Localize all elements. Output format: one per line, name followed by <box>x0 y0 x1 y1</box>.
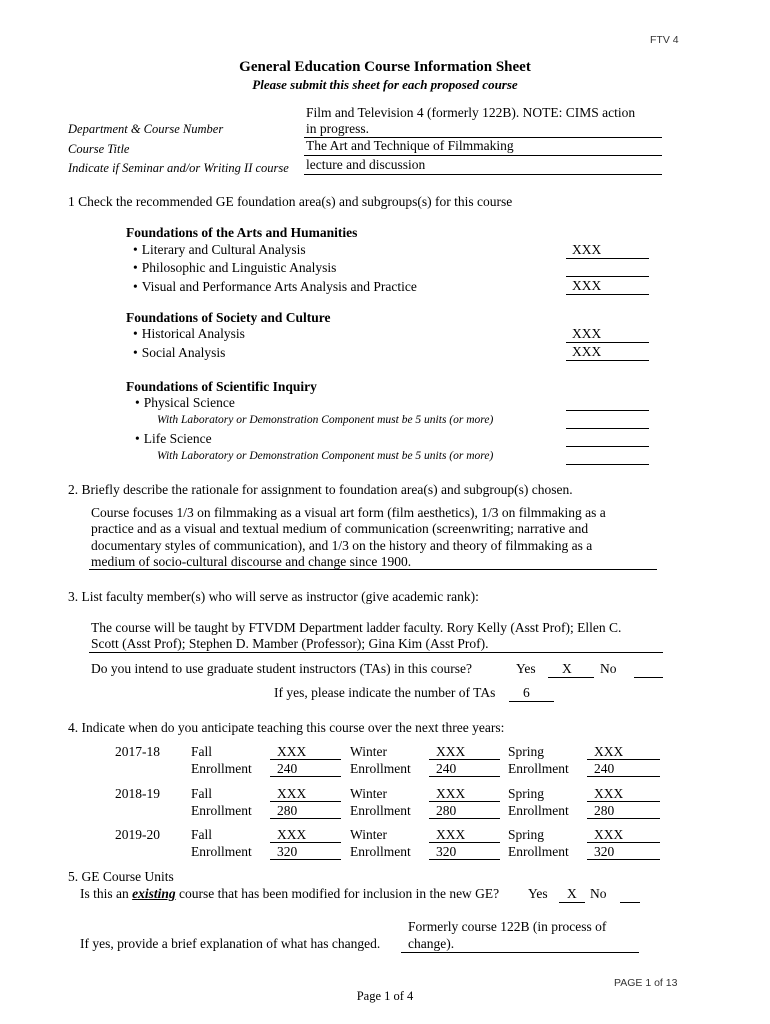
arts-line-literary[interactable] <box>566 258 649 259</box>
fall-enrollment-label: Enrollment <box>191 803 252 818</box>
physical-lab-note: With Laboratory or Demonstration Component must be 5 units (or more) <box>157 414 494 426</box>
q5-explain-line2: change). <box>408 936 455 951</box>
spring-mark: XXX <box>594 827 624 842</box>
course-title-label: Course Title <box>68 142 130 156</box>
arts-heading: Foundations of the Arts and Humanities <box>126 225 358 240</box>
year-2018-19: 2018-19 <box>115 786 160 801</box>
fall-label: Fall <box>191 744 213 759</box>
winter-mark: XXX <box>436 786 466 801</box>
q5-question: Is this an existing course that has been modified for inclusion in the new GE? <box>80 886 500 901</box>
fall-mark: XXX <box>277 786 307 801</box>
spring-label: Spring <box>508 744 545 759</box>
fall-mark: XXX <box>277 744 307 759</box>
ta-question: Do you intend to use graduate student instructors (TAs) in this course? <box>91 661 472 676</box>
life-lab-note: With Laboratory or Demonstration Component must be 5 units (or more) <box>157 450 494 462</box>
arts-item-visual: • Visual and Performance Arts Analysis and Practice <box>133 279 417 295</box>
arts-mark-literary: XXX <box>572 242 602 257</box>
arts-line-philosophic[interactable] <box>566 276 649 277</box>
page-count-total: PAGE 1 of 13 <box>614 977 678 989</box>
ta-yes-line[interactable] <box>548 677 594 678</box>
seminar-label: Indicate if Seminar and/or Writing II course <box>68 161 289 175</box>
q2-text: 2. Briefly describe the rationale for assignment to foundation area(s) and subgroup(s) chosen. <box>68 482 573 497</box>
science-heading: Foundations of Scientific Inquiry <box>126 379 317 394</box>
spring-mark-line[interactable] <box>587 759 660 760</box>
q5-yes-line[interactable] <box>559 902 585 903</box>
q3-underline <box>89 652 663 653</box>
q1-text: 1 Check the recommended GE foundation area(s) and subgroups(s) for this course <box>68 194 513 209</box>
fall-mark-line[interactable] <box>270 842 341 843</box>
fall-enrollment: 320 <box>277 844 298 859</box>
arts-line-visual[interactable] <box>566 294 649 295</box>
winter-mark-line[interactable] <box>429 842 500 843</box>
year-2019-20: 2019-20 <box>115 827 160 842</box>
fall-enrollment: 240 <box>277 761 298 776</box>
q4-text: 4. Indicate when do you anticipate teaching this course over the next three years: <box>68 720 505 735</box>
spring-enrollment: 320 <box>594 844 615 859</box>
arts-item-literary: • Literary and Cultural Analysis <box>133 242 306 258</box>
winter-label: Winter <box>350 786 387 801</box>
q2-answer-line4: medium of socio-cultural discourse and change since 1900. <box>91 554 412 569</box>
winter-enrollment-line[interactable] <box>429 818 500 819</box>
fall-mark-line[interactable] <box>270 759 341 760</box>
winter-mark-line[interactable] <box>429 759 500 760</box>
spring-enrollment-label: Enrollment <box>508 761 569 776</box>
q5-no-line[interactable] <box>620 902 640 903</box>
fall-enrollment-label: Enrollment <box>191 844 252 859</box>
fall-enrollment-label: Enrollment <box>191 761 252 776</box>
page-title: General Education Course Information Sheet <box>239 59 531 75</box>
q3-answer-line2: Scott (Asst Prof); Stephen D. Mamber (Professor); Gina Kim (Asst Prof). <box>91 636 489 651</box>
q3-text: 3. List faculty member(s) who will serve as instructor (give academic rank): <box>68 589 479 604</box>
form-code: FTV 4 <box>650 34 679 46</box>
arts-mark-visual: XXX <box>572 278 602 293</box>
seminar-value: lecture and discussion <box>306 157 426 172</box>
physical-lab-line[interactable] <box>566 428 649 429</box>
q5-heading: 5. GE Course Units <box>68 869 174 884</box>
winter-enrollment: 240 <box>436 761 457 776</box>
winter-mark-line[interactable] <box>429 801 500 802</box>
title-underline <box>304 155 662 156</box>
dept-value-line1: Film and Television 4 (formerly 122B). NOTE: CIMS action <box>306 105 636 120</box>
fall-enrollment: 280 <box>277 803 298 818</box>
society-line-historical[interactable] <box>566 342 649 343</box>
q5-yes-label: Yes <box>528 886 548 901</box>
ta-no-label: No <box>600 661 617 676</box>
spring-label: Spring <box>508 827 545 842</box>
science-life: • Life Science <box>135 431 212 447</box>
physical-line[interactable] <box>566 410 649 411</box>
fall-mark: XXX <box>277 827 307 842</box>
winter-enrollment-label: Enrollment <box>350 844 411 859</box>
spring-enrollment-label: Enrollment <box>508 803 569 818</box>
fall-label: Fall <box>191 827 213 842</box>
winter-enrollment-label: Enrollment <box>350 803 411 818</box>
winter-mark: XXX <box>436 827 466 842</box>
fall-enrollment-line[interactable] <box>270 818 341 819</box>
spring-mark-line[interactable] <box>587 801 660 802</box>
arts-item-philosophic: • Philosophic and Linguistic Analysis <box>133 260 336 276</box>
q5-explain-underline <box>401 952 639 953</box>
dept-value-line2: in progress. <box>306 121 369 136</box>
spring-enrollment: 240 <box>594 761 615 776</box>
spring-enrollment: 280 <box>594 803 615 818</box>
q5-explain-line1: Formerly course 122B (in process of <box>408 919 607 934</box>
q2-underline <box>89 569 657 570</box>
spring-label: Spring <box>508 786 545 801</box>
life-lab-line[interactable] <box>566 464 649 465</box>
course-title-value: The Art and Technique of Filmmaking <box>306 138 514 153</box>
spring-mark-line[interactable] <box>587 842 660 843</box>
winter-enrollment-line[interactable] <box>429 859 500 860</box>
society-mark-historical: XXX <box>572 326 602 341</box>
dept-label: Department & Course Number <box>68 122 224 136</box>
year-2017-18: 2017-18 <box>115 744 160 759</box>
science-physical: • Physical Science <box>135 395 235 411</box>
q5-no-label: No <box>590 886 607 901</box>
page-subtitle: Please submit this sheet for each proposed course <box>252 77 518 92</box>
winter-label: Winter <box>350 744 387 759</box>
q2-answer-line2: practice and as a visual and textual medium of communication (screenwriting; narrative and <box>91 521 589 536</box>
winter-enrollment-line[interactable] <box>429 776 500 777</box>
spring-mark: XXX <box>594 744 624 759</box>
society-item-historical: • Historical Analysis <box>133 326 245 342</box>
winter-enrollment: 280 <box>436 803 457 818</box>
spring-enrollment-line[interactable] <box>587 859 660 860</box>
ta-count-line[interactable] <box>509 701 554 702</box>
q2-answer-line1: Course focuses 1/3 on filmmaking as a visual art form (film aesthetics), 1/3 on filmmaking as a <box>91 505 606 520</box>
winter-enrollment-label: Enrollment <box>350 761 411 776</box>
ta-count-label: If yes, please indicate the number of TAs <box>274 685 496 700</box>
q2-answer-line3: documentary styles of communication), and 1/3 on the history and theory of filmmaking as a <box>91 538 593 553</box>
life-line[interactable] <box>566 446 649 447</box>
fall-label: Fall <box>191 786 213 801</box>
winter-enrollment: 320 <box>436 844 457 859</box>
ta-yes-label: Yes <box>516 661 536 676</box>
ta-no-line[interactable] <box>634 677 663 678</box>
winter-label: Winter <box>350 827 387 842</box>
society-heading: Foundations of Society and Culture <box>126 310 331 325</box>
spring-enrollment-line[interactable] <box>587 776 660 777</box>
society-item-social: • Social Analysis <box>133 345 225 361</box>
fall-enrollment-line[interactable] <box>270 776 341 777</box>
society-mark-social: XXX <box>572 344 602 359</box>
fall-mark-line[interactable] <box>270 801 341 802</box>
q3-answer-line1: The course will be taught by FTVDM Department ladder faculty. Rory Kelly (Asst Prof); Ellen C. <box>91 620 622 635</box>
q5-yes-mark: X <box>567 886 577 901</box>
q5-explain-label: If yes, provide a brief explanation of what has changed. <box>80 936 381 951</box>
society-line-social[interactable] <box>566 360 649 361</box>
ta-yes-mark: X <box>562 661 572 676</box>
spring-enrollment-label: Enrollment <box>508 844 569 859</box>
seminar-underline <box>304 174 662 175</box>
spring-enrollment-line[interactable] <box>587 818 660 819</box>
q5-existing-emphasis: existing <box>132 886 176 901</box>
ta-count-value: 6 <box>523 685 530 700</box>
spring-mark: XXX <box>594 786 624 801</box>
page-number: Page 1 of 4 <box>356 989 414 1003</box>
winter-mark: XXX <box>436 744 466 759</box>
fall-enrollment-line[interactable] <box>270 859 341 860</box>
